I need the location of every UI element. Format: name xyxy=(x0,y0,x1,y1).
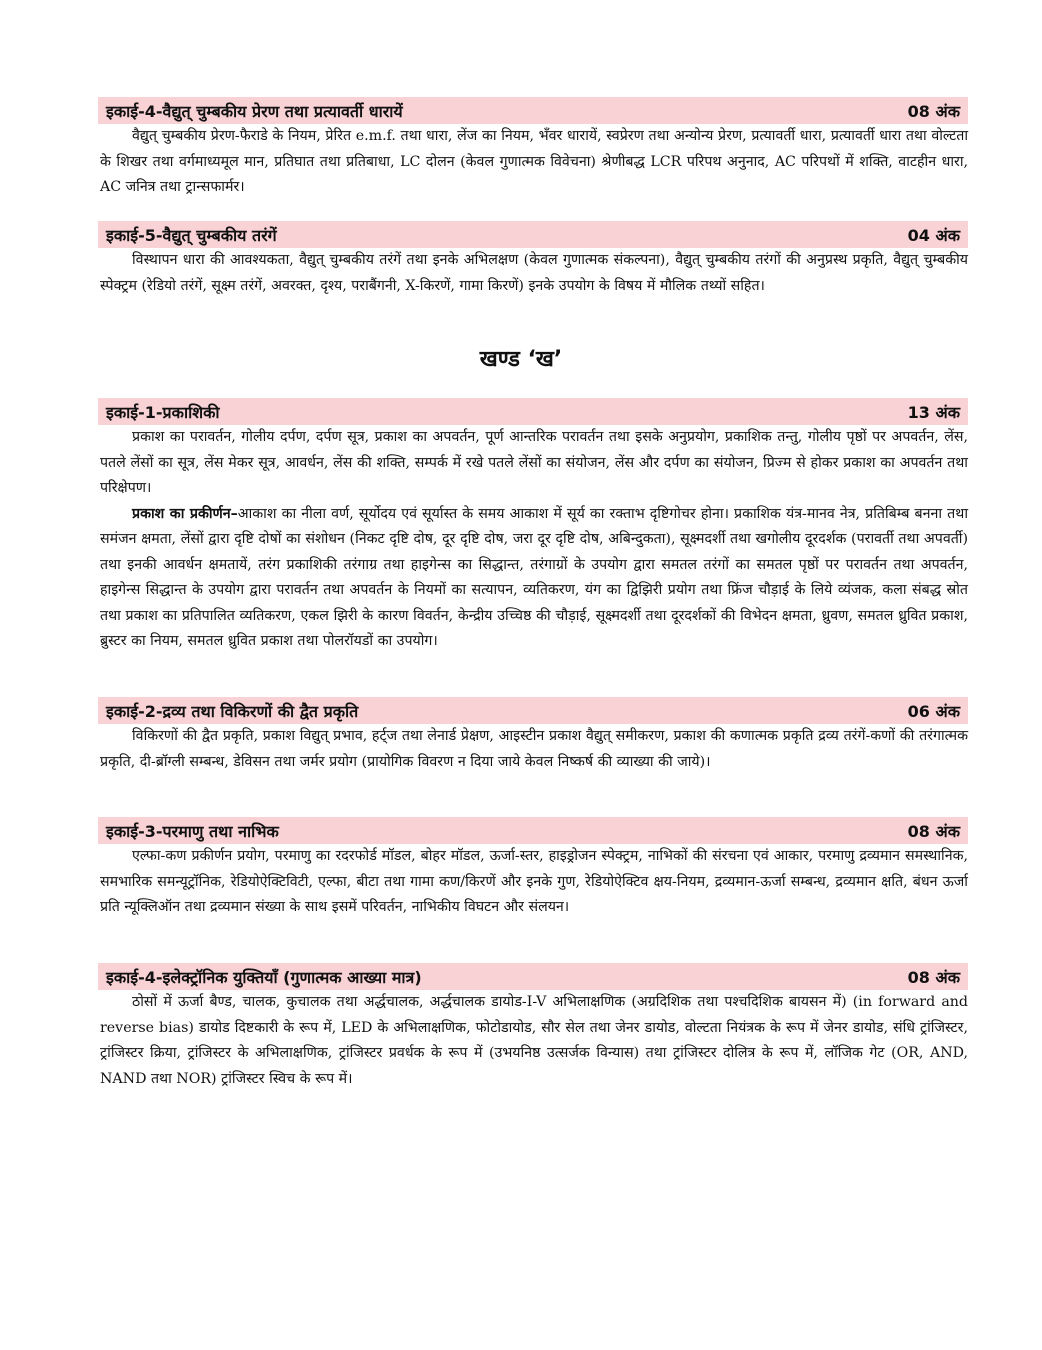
unit-header xyxy=(98,398,968,425)
unit-dual-nature xyxy=(98,697,968,775)
unit-marks: 04 अंक xyxy=(907,225,960,245)
unit-optics xyxy=(98,398,968,655)
unit-electronic-devices xyxy=(98,963,968,1092)
unit-description-2 xyxy=(98,502,968,655)
unit-header xyxy=(98,697,968,724)
unit-marks: 08 अंक xyxy=(907,101,960,121)
unit-title: इकाई-3-परमाणु तथा नाभिक xyxy=(106,821,279,841)
unit-marks: 08 अंक xyxy=(907,967,960,987)
unit-title: इकाई-4-इलेक्ट्रॉनिक युक्तियाँ (गुणात्मक आख्या मात्र) xyxy=(106,967,422,987)
unit-description: विकिरणों की द्वैत प्रकृति, प्रकाश विद्युत् प्रभाव, हर्ट्ज तथा लेनार्ड प्रेक्षण, आइस्टीन प्रकाश वैद्युत् समीकरण, प्रकाश की कणात्मक प्रकृति द्रव्य तरंगें-कणों की तरंगात्मक प्रकृति, दी-ब्रॉग्ली सम्बन्ध, डेविसन तथा जर्मर प्रयोग (प्रायोगिक विवरण न दिया जाये केवल निष्कर्ष की व्याख्या की जाये)। xyxy=(100,728,968,770)
unit-description: एल्फा-कण प्रकीर्णन प्रयोग, परमाणु का रदरफोर्ड मॉडल, बोहर मॉडल, ऊर्जा-स्तर, हाइड्रोजन स्पेक्ट्रम, नाभिकों की संरचना एवं आकार, परमाणु द्रव्यमान समस्थानिक, समभारिक समन्यूट्रॉनिक, रेडियोऐक्टिविटी, एल्फा, बीटा तथा गामा कण/किरणें और इनके गुण, रेडियोऐक्टिव क्षय-नियम, द्रव्यमान-ऊर्जा सम्बन्ध, द्रव्यमान क्षति, बंधन ऊर्जा प्रति न्यूक्लिऑन तथा द्रव्यमान संख्या के साथ इसमें परिवर्तन, नाभिकीय विघटन और संलयन। xyxy=(100,848,968,915)
unit-description: ठोसों में ऊर्जा बैण्ड, चालक, कुचालक तथा अर्द्धचालक, अर्द्धचालक डायोड-I-V अभिलाक्षणिक (अग्रदिशिक तथा पश्चदिशिक बायसन में) (in forward and reverse bias) डायोड दिष्टकारी के रूप में, LED के अभिलाक्षणिक, फोटोडायोड, सौर सेल तथा जेनर डायोड, वोल्टता नियंत्रक के रूप में जेनर डायोड, संधि ट्रांजिस्टर, ट्रांजिस्टर क्रिया, ट्रांजिस्टर के अभिलाक्षणिक, ट्रांजिस्टर प्रवर्धक के रूप में (उभयनिष्ठ उत्सर्जक विन्यास) तथा ट्रांजिस्टर दोलित्र के रूप में, लॉजिक गेट (OR, AND, NAND तथा NOR) ट्रांजिस्टर स्विच के रूप में। xyxy=(100,994,968,1087)
unit-header xyxy=(98,97,968,124)
unit-marks: 06 अंक xyxy=(907,701,960,721)
unit-marks: 13 अंक xyxy=(907,402,960,422)
unit-emi-ac xyxy=(98,97,968,201)
unit-atoms-nuclei xyxy=(98,817,968,921)
unit-title: इकाई-4-वैद्युत् चुम्बकीय प्रेरण तथा प्रत्यावर्ती धारायें xyxy=(106,101,403,121)
unit-title: इकाई-5-वैद्युत् चुम्बकीय तरंगें xyxy=(106,225,277,245)
unit-title: इकाई-2-द्रव्य तथा विकिरणों की द्वैत प्रकृति xyxy=(106,701,359,721)
unit-description: विस्थापन धारा की आवश्यकता, वैद्युत् चुम्बकीय तरंगें तथा इनके अभिलक्षण (केवल गुणात्मक संकल्पना), वैद्युत् चुम्बकीय तरंगों की अनुप्रस्थ प्रकृति, वैद्युत् चुम्बकीय स्पेक्ट्रम (रेडियो तरंगें, सूक्ष्म तरंगें, अवरक्त, दृश्य, पराबैंगनी, X-किरणें, गामा किरणें) इनके उपयोग के विषय में मौलिक तथ्यों सहित। xyxy=(100,252,968,294)
unit-description: वैद्युत् चुम्बकीय प्रेरण-फैराडे के नियम, प्रेरित e.m.f. तथा धारा, लेंज का नियम, भँवर धारायें, स्वप्रेरण तथा अन्योन्य प्रेरण, प्रत्यावर्ती धारा, प्रत्यावर्ती धारा तथा वोल्टता के शिखर तथा वर्गमाध्यमूल मान, प्रतिघात तथा प्रतिबाधा, LC दोलन (केवल गुणात्मक विवेचना) श्रेणीबद्ध LCR परिपथ अनुनाद, AC परिपथों में शक्ति, वाटहीन धारा, AC जनित्र तथा ट्रान्सफार्मर। xyxy=(100,128,968,195)
unit-header xyxy=(98,817,968,844)
unit-em-waves xyxy=(98,221,968,299)
unit-title: इकाई-1-प्रकाशिकी xyxy=(106,402,220,422)
unit-header xyxy=(98,963,968,990)
paragraph-text: आकाश का नीला वर्ण, सूर्योदय एवं सूर्यास्त के समय आकाश में सूर्य का रक्ताभ दृष्टिगोचर होना। प्रकाशिक यंत्र-मानव नेत्र, प्रतिबिम्ब बनना तथा समंजन क्षमता, लेंसों द्वारा दृष्टि दोषों का संशोधन (निकट दृष्टि दोष, दूर दृष्टि दोष, जरा दूर दृष्टि दोष, अबिन्दुकता), सूक्ष्मदर्शी तथा खगोलीय दूरदर्शक (परावर्ती तथा अपवर्ती) तथा इनकी आवर्धन क्षमतायें, तरंग प्रकाशिकी तरंगाग्र तथा हाइगेन्स का सिद्धान्त, तरंगाग्रों के उपयोग द्वारा समतल तरंगों का समतल पृष्ठों पर परावर्तन तथा अपवर्तन, हाइगेन्स सिद्धान्त के उपयोग द्वारा परावर्तन तथा अपवर्तन के नियमों का सत्यापन, व्यतिकरण, यंग का द्विझिरी प्रयोग तथा फ्रिंज चौड़ाई के लिये व्यंजक, कला संबद्ध स्रोत तथा प्रकाश का प्रतिपालित व्यतिकरण, एकल झिरी के कारण विवर्तन, केन्द्रीय उच्चिष्ठ की चौड़ाई, सूक्ष्मदर्शी तथा दूरदर्शकों की विभेदन क्षमता, ध्रुवण, समतल ध्रुवित प्रकाश, ब्रुस्टर का नियम, समतल ध्रुवित प्रकाश तथा पोलरॉयडों का उपयोग। xyxy=(100,505,968,649)
bold-lead: प्रकाश का प्रकीर्णन– xyxy=(132,505,238,522)
unit-description: प्रकाश का परावर्तन, गोलीय दर्पण, दर्पण सूत्र, प्रकाश का अपवर्तन, पूर्ण आन्तरिक परावर्तन तथा इसके अनुप्रयोग, प्रकाशिक तन्तु, गोलीय पृष्ठों पर अपवर्तन, लेंस, पतले लेंसों का सूत्र, लेंस मेकर सूत्र, आवर्धन, लेंस की शक्ति, सम्पर्क में रखे पतले लेंसों का संयोजन, लेंस और दर्पण का संयोजन, प्रिज्म से होकर प्रकाश का अपवर्तन तथा परिक्षेपण। xyxy=(100,429,968,496)
unit-marks: 08 अंक xyxy=(907,821,960,841)
section-b-heading: खण्ड ‘ख’ xyxy=(479,347,563,372)
unit-header xyxy=(98,221,968,248)
